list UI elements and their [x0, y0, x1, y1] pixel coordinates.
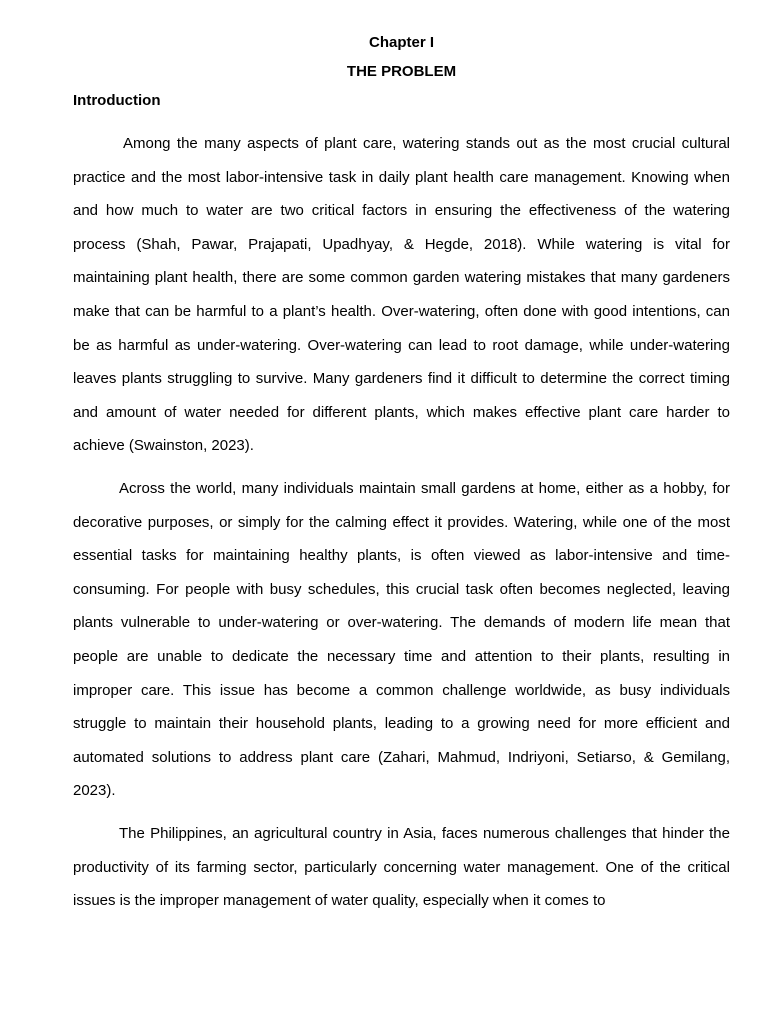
chapter-label: Chapter I [368, 34, 434, 51]
paragraph-3: The Philippines, an agricultural country in Asia, faces numerous challenges that hinder the productivity of its farming sector, particularly concerning water management. One of the critical issues is the improper management of water quality, especially when it comes to [73, 825, 730, 910]
section-heading: Introduction [73, 92, 161, 109]
paragraph-1: Among the many aspects of plant care, watering stands out as the most crucial cultural practice and the most labor-intensive task in daily plant health care management. Knowing when and how much to water are two critical factors in ensuring the effectiveness of the watering process (Shah, Pawar, Prajapati, Upadhyay, & Hegde, 2018). While watering is vital for maintaining plant health, there are some common garden watering mistakes that many gardeners make that can be harmful to a plant’s health. Over-watering, often done with good intentions, can be as harmful as under-watering. Over-watering can lead to root damage, while under-watering leaves plants struggling to survive. Many gardeners find it difficult to determine the correct timing and amount of water needed for different plants, which makes effective plant care harder to achieve (Swainston, 2023). [73, 135, 730, 455]
paragraph-2: Across the world, many individuals maintain small gardens at home, either as a hobby, for decorative purposes, or simply for the calming effect it provides. Watering, while one of the most essential tasks for maintaining healthy plants, is often viewed as labor-intensive and time-consuming. For people with busy schedules, this crucial task often becomes neglected, leaving plants vulnerable to under-watering or over-watering. The demands of modern life mean that people are unable to dedicate the necessary time and attention to their plants, resulting in improper care. This issue has become a common challenge worldwide, as busy individuals struggle to maintain their household plants, leading to a growing need for more efficient and automated solutions to address plant care (Zahari, Mahmud, Indriyoni, Setiarso, & Gemilang, 2023). [73, 480, 730, 800]
chapter-title: THE PROBLEM [346, 63, 457, 80]
